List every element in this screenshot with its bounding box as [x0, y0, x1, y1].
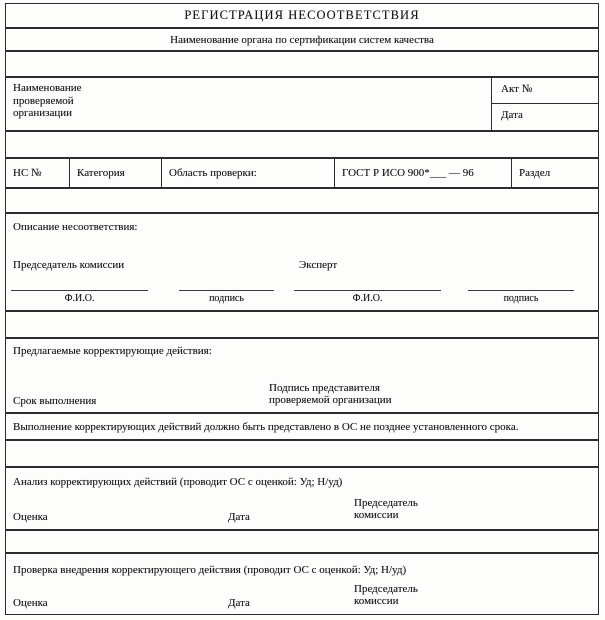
description-title: Описание несоответствия: [13, 221, 138, 233]
verification-section [5, 553, 599, 615]
expert-label: Эксперт [299, 259, 338, 271]
ns-no-cell [6, 159, 69, 187]
section-label: Раздел [519, 167, 551, 179]
cert-body-label: Наименование органа по сертификации систем качества [170, 33, 434, 46]
deadline-label: Срок выполнения [13, 395, 97, 407]
notice-row [5, 413, 599, 440]
rep-signature-label: Подпись представителя проверяемой организации [269, 382, 392, 406]
podpis-label-1: подпись [209, 293, 244, 304]
act-no-cell [492, 78, 598, 104]
verification-date-label: Дата [228, 597, 250, 609]
cert-body-row [5, 28, 599, 51]
analysis-blank-field [5, 530, 599, 553]
cert-body-blank-field [5, 51, 599, 77]
ns-header-row [5, 158, 599, 188]
category-cell [69, 159, 161, 187]
expert-sign-signature-line [468, 290, 574, 304]
analysis-date-label: Дата [228, 511, 250, 523]
description-blank-field [5, 311, 599, 338]
description-section [5, 213, 599, 311]
ns-no-label: НС № [13, 167, 42, 179]
chairman-sign-signature-line [179, 290, 274, 304]
verification-chairman-label: Председатель комиссии [354, 583, 418, 607]
scope-cell [161, 159, 334, 187]
analysis-section [5, 467, 599, 530]
notice-blank-field [5, 440, 599, 467]
date-cell [492, 104, 598, 130]
chairman-name-signature-line [11, 290, 148, 304]
form-title: РЕГИСТРАЦИЯ НЕСООТВЕТСТВИЯ [184, 8, 420, 22]
gost-cell [334, 159, 511, 187]
form-title-row [5, 3, 599, 28]
ns-blank-field [5, 188, 599, 213]
fio-label-2: Ф.И.О. [352, 293, 383, 304]
podpis-label-2: подпись [503, 293, 539, 304]
notice-text: Выполнение корректирующих действий должно быть представлено в ОС не позднее установленного срока. [13, 420, 519, 433]
analysis-chairman-label: Председатель комиссии [354, 497, 418, 521]
date-label: Дата [501, 109, 523, 121]
expert-name-signature-line [294, 290, 441, 304]
act-date-column [491, 78, 598, 130]
category-label: Категория [77, 167, 125, 179]
gost-label: ГОСТ Р ИСО 900*___ — 96 [342, 167, 474, 179]
analysis-title: Анализ корректирующих действий (проводит ОС с оценкой: Уд; Н/уд) [13, 476, 343, 488]
analysis-score-label: Оценка [13, 511, 48, 523]
act-no-label: Акт № [501, 83, 533, 95]
corrective-actions-title: Предлагаемые корректирующие действия: [13, 345, 212, 357]
checked-org-blank-field [5, 131, 599, 158]
verification-title: Проверка внедрения корректирующего действия (проводит ОС с оценкой: Уд; Н/уд) [13, 564, 407, 576]
chairman-label: Председатель комиссии [13, 259, 125, 271]
corrective-actions-section [5, 338, 599, 413]
section-cell [511, 159, 598, 187]
scope-label: Область проверки: [169, 167, 257, 179]
checked-org-row [5, 77, 599, 131]
verification-score-label: Оценка [13, 597, 48, 609]
fio-label-1: Ф.И.О. [64, 293, 95, 304]
checked-org-label: Наименование проверяемой организации [13, 82, 82, 119]
